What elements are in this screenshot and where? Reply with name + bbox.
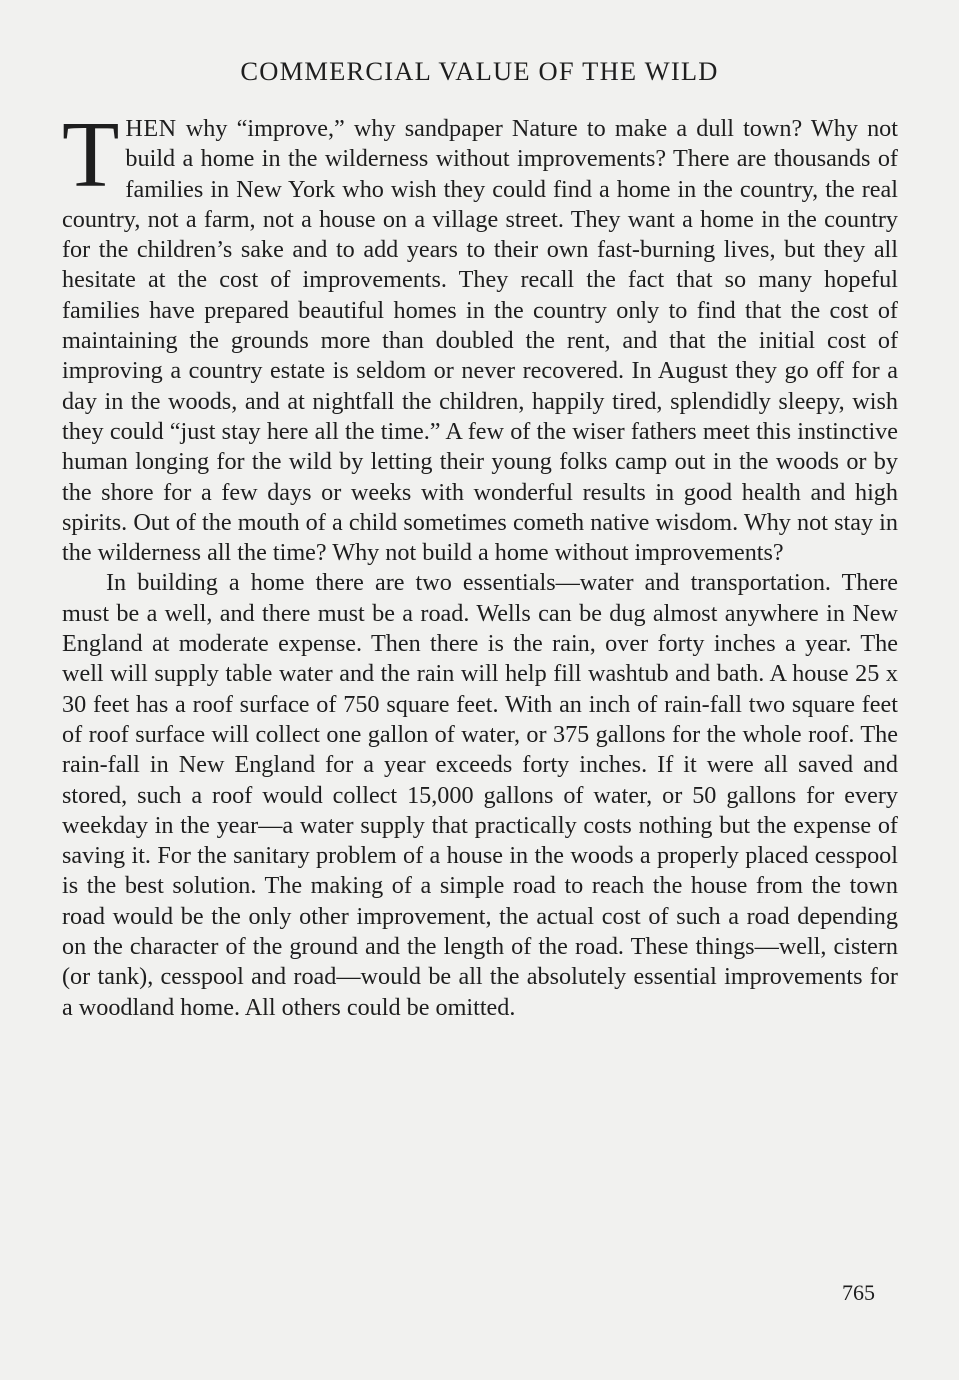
running-head: COMMERCIAL VALUE OF THE WILD bbox=[240, 56, 719, 86]
paragraph-1 bbox=[62, 103, 898, 568]
paragraph-2: In building a home there are two essentials—water and transportation. There must be a well, and there must be a road. Wells can be dug almost anywhere in New England at moderate expense. Then there is the rain, over forty inches a year. The well will supply table water and the rain will help fill washtub and bath. A house 25 x 30 feet has a roof surface of 750 square feet. With an inch of rain-fall two square feet of roof surface will collect one gallon of water, or 375 gallons for the whole roof. The rain-fall in New England for a year exceeds forty inches. If it were all saved and stored, such a roof would collect 15,000 gallons of water, or 50 gallons for every weekday in the year—a water supply that practically costs nothing but the expense of saving it. For the sanitary problem of a house in the woods a properly placed cesspool is the best solution. The making of a simple road to reach the house from the town road would be the only other improvement, the actual cost of such a road depending on the character of the ground and the length of the road. These things—well, cistern (or tank), cesspool and road—would be all the absolutely essential improvements for a woodland home. All others could be omitted. bbox=[62, 569, 898, 1021]
lead-caps: HEN bbox=[125, 115, 177, 142]
drop-cap: T bbox=[62, 103, 120, 207]
body-text bbox=[62, 103, 898, 1023]
page-number: 765 bbox=[842, 1280, 875, 1305]
paragraph-1-text: why “improve,” why sandpaper Nature to make a dull town? Why not build a home in the wilderness without improvements? There are thousands of families in New York who wish they could find a home in the country, the real country, not a farm, not a house on a village street. They want a home in the country for the children’s sake and to add years to their own fast-burning lives, but they all hesitate at the cost of improvements. They recall the fact that so many hopeful families have prepared beautiful homes in the country only to find that the cost of maintaining the grounds more than doubled the rent, and that the initial cost of improving a country estate is seldom or never recovered. In August they go off for a day in the woods, and at nightfall the children, happily tired, splendidly sleepy, wish they could “just stay here all the time.” A few of the wiser fathers meet this instinctive human longing for the wild by letting their young folks camp out in the woods or by the shore for a few days or weeks with wonderful results in good health and high spirits. Out of the mouth of a child sometimes cometh native wisdom. Why not stay in the wilderness all the time? Why not build a home without improvements? bbox=[62, 115, 898, 567]
